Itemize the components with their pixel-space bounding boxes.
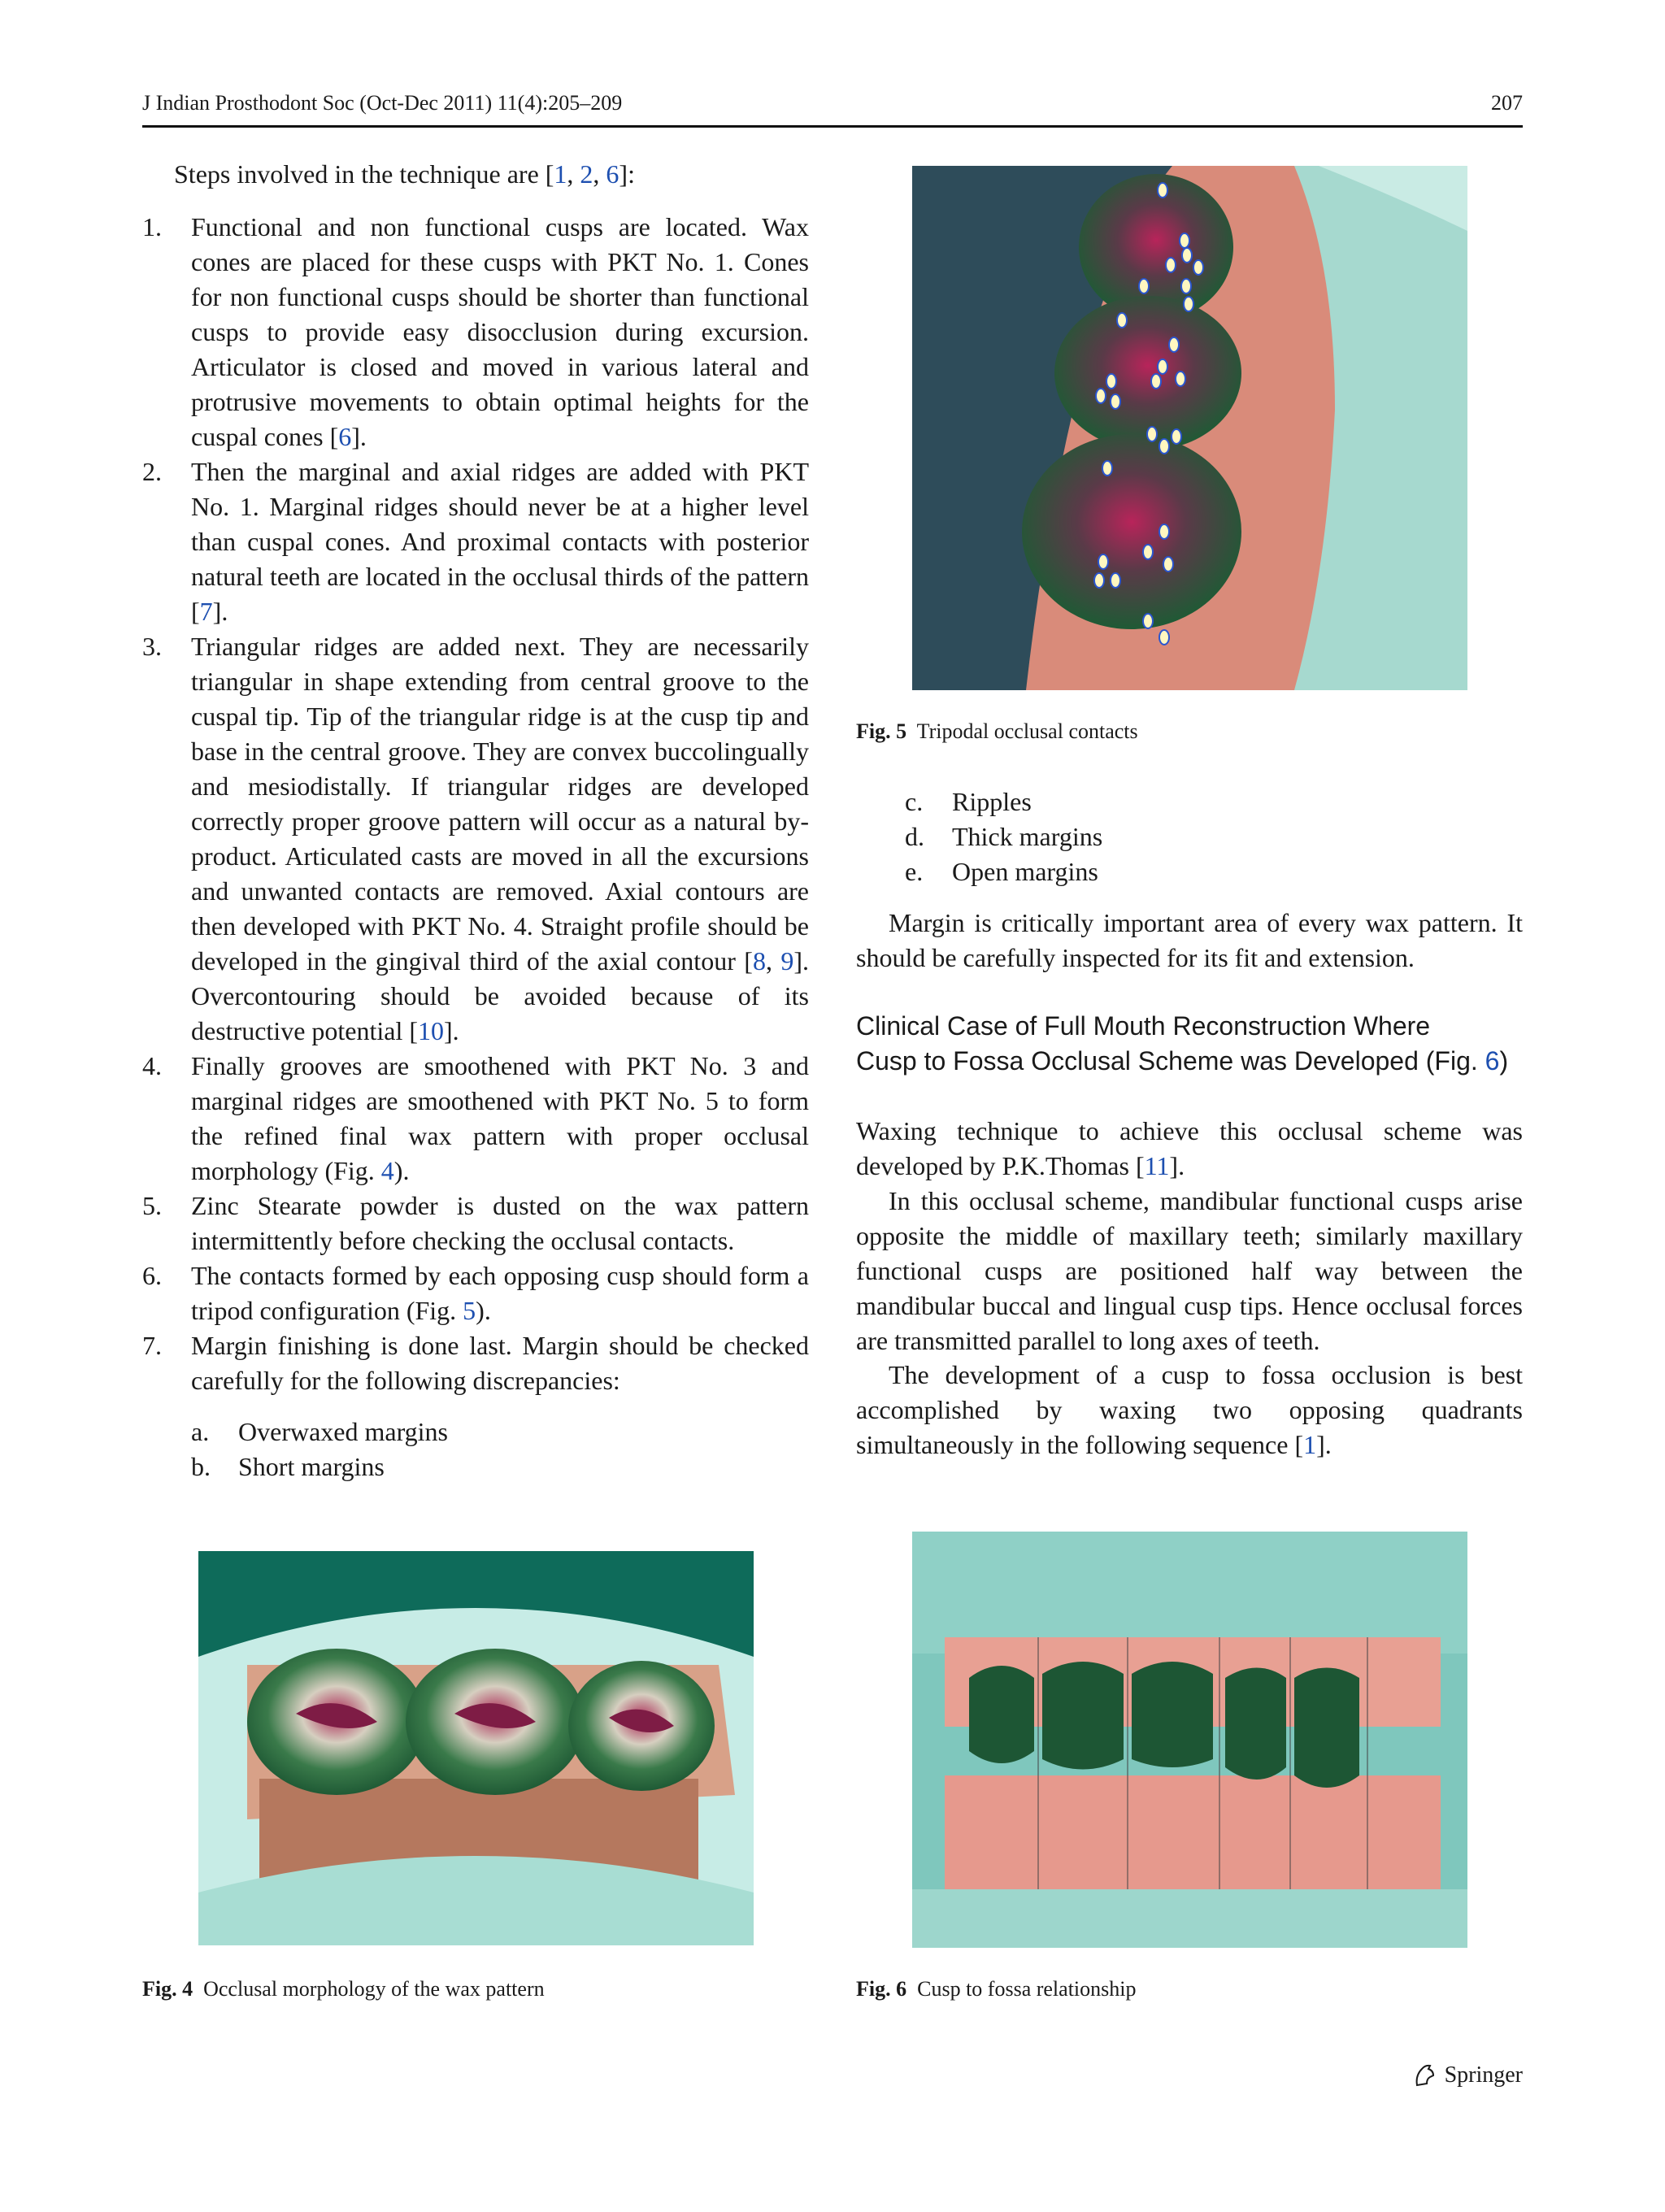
discrepancies-list-right (905, 784, 1102, 889)
list-item: 7. Margin finishing is done last. Margin should be checked carefully for the following discrepancies: (142, 1331, 809, 1395)
figure-link[interactable]: 5 (463, 1296, 476, 1325)
figure-4-caption: Fig. 4 Occlusal morphology of the wax pattern (142, 1977, 545, 2001)
citation-link[interactable]: 1 (554, 159, 567, 189)
citation-link[interactable]: 8 (752, 946, 766, 976)
citation-link[interactable]: 10 (418, 1016, 445, 1045)
waxing-paragraph: Waxing technique to achieve this occlusal scheme was developed by P.K.Thomas [11]. (856, 1116, 1523, 1180)
section-heading: Clinical Case of Full Mouth Reconstruction Where Cusp to Fossa Occlusal Scheme was Developed (Fig. 6) (856, 1011, 1509, 1076)
figure-6-photo (912, 1532, 1467, 1948)
header-rule (142, 125, 1523, 128)
scheme-paragraph: In this occlusal scheme, mandibular functional cusps arise opposite the middle of maxillary teeth; similarly maxillary functional cusps are positioned half way between the mandibular buccal and lingual cusp tips. Hence occlusal forces are transmitted parallel to long axes of teeth. (856, 1186, 1523, 1355)
discrepancies-list-left (191, 1415, 448, 1484)
figure-5-photo (912, 166, 1467, 690)
development-paragraph: The development of a cusp to fossa occlusion is best accomplished by waxing two opposing quadrants simultaneously in the following sequence [1]. (856, 1360, 1523, 1459)
figure-4-photo (198, 1551, 754, 1945)
list-item: e. Open margins (905, 857, 1098, 886)
citation-link[interactable]: 6 (606, 159, 619, 189)
springer-horse-icon (1411, 2061, 1440, 2090)
citation-link[interactable]: 2 (580, 159, 593, 189)
list-item: d. Thick margins (905, 822, 1103, 851)
list-item: 1. Functional and non functional cusps are located. Wax cones are placed for these cusps with PKT No. 1. Cones for non functional cusps should be shorter than functional cusps to provide easy disocclusion during excursion. Articulator is closed and moved in various lateral and protrusive movements to obtain optimal heights for the cuspal cones [6]. (142, 212, 809, 451)
citation-link[interactable]: 9 (780, 946, 794, 976)
figure-5-caption: Fig. 5 Tripodal occlusal contacts (856, 719, 1138, 743)
technique-steps-list (142, 210, 809, 1398)
page-number: 207 (1491, 91, 1523, 115)
list-item: 3. Triangular ridges are added next. They are necessarily triangular in shape extending from central groove to the cuspal tip. Tip of the triangular ridge is at the cusp tip and base in the central groove. They are convex buccolingually and mesiodistally. If triangular ridges are developed correctly proper groove pattern will occur as a natural by-product. Articulated casts are moved in all the excursions and unwanted contacts are removed. Axial contours are then developed with PKT No. 4. Straight profile should be developed in the gingival third of the axial contour [8, 9]. Overcontouring should be avoided because of its destructive potential [10]. (142, 632, 810, 1045)
citation-link[interactable]: 1 (1303, 1430, 1317, 1459)
list-item: 2. Then the marginal and axial ridges are added with PKT No. 1. Marginal ridges should never be at a higher level than cuspal cones. And proximal contacts with posterior natural teeth are located in the occlusal thirds of the pattern [7]. (142, 457, 809, 626)
citation-link[interactable]: 11 (1144, 1151, 1170, 1180)
list-item: 6. The contacts formed by each opposing cusp should form a tripod configuration (Fig. 5). (142, 1261, 809, 1325)
citation-link[interactable]: 7 (199, 597, 213, 626)
margin-paragraph: Margin is critically important area of every wax pattern. It should be carefully inspected for its fit and extension. (856, 908, 1523, 972)
list-item: 4. Finally grooves are smoothened with PKT No. 3 and marginal ridges are smoothened with PKT No. 5 to form the refined final wax pattern with proper occlusal morphology (Fig. 4). (142, 1051, 809, 1185)
figure-link[interactable]: 6 (1485, 1046, 1500, 1076)
list-item: c. Ripples (905, 787, 1032, 816)
list-item: a. Overwaxed margins (191, 1417, 448, 1446)
publisher-footer: Springer (1411, 2061, 1523, 2090)
citation-link[interactable]: 6 (338, 422, 352, 451)
list-item: 5. Zinc Stearate powder is dusted on the wax pattern intermittently before checking the occlusal contacts. (142, 1191, 809, 1255)
journal-header: J Indian Prosthodont Soc (Oct-Dec 2011) 11(4):205–209 (142, 91, 623, 115)
figure-6-caption: Fig. 6 Cusp to fossa relationship (856, 1977, 1137, 2001)
figure-link[interactable]: 4 (380, 1156, 394, 1185)
intro-line: Steps involved in the technique are [1, 2, 6]: (174, 159, 635, 189)
list-item: b. Short margins (191, 1452, 385, 1481)
